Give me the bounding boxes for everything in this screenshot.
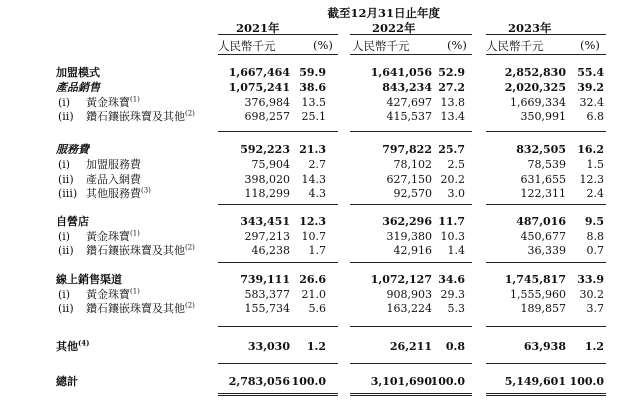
row-label [56,143,89,157]
rule-before-total [486,363,606,364]
rule-under-unit-2023 [486,54,606,55]
cell-p2: 0.8 [445,340,465,353]
unit-header-2021: 人民幣千元 [218,39,276,53]
cell-p1: 21.3 [299,143,326,156]
cell-p1: 4.3 [308,187,326,200]
cell-v1: 592,223 [240,143,290,156]
cell-v3: 1,669,334 [510,96,566,109]
table-row-ps-gold [0,96,640,110]
cell-p2: 10.3 [440,230,465,243]
table-row-so-inlaid [0,244,640,258]
cell-v3: 832,505 [516,143,566,156]
cell-v1: 1,075,241 [228,81,290,94]
cell-p3: 39.2 [577,81,604,94]
cell-v2: 3,101,690 [370,375,432,388]
table-row-sf-entry [0,173,640,187]
row-label-text: 加盟服務費 [86,158,141,171]
row-label-text: 黃金珠寶 [86,288,130,301]
row-label-text: 鑽石鑲嵌珠寶及其他 [86,110,185,123]
row-label-text: 總計 [56,375,78,388]
rule-sep [486,131,606,132]
footnote-marker: (1) [130,229,140,238]
row-label [86,302,195,316]
rule-sep [218,131,338,132]
rule-sep [350,204,472,205]
cell-v3: 450,677 [520,230,566,243]
rule-sep [486,326,606,327]
cell-p3: 32.4 [579,96,604,109]
row-label [86,230,140,244]
footnote-marker: (2) [185,243,195,252]
cell-p1: 12.3 [299,215,326,228]
row-label-text: 鑽石鑲嵌珠寶及其他 [86,302,185,315]
table-row-sf-other [0,187,640,201]
table-row-product-sales [0,81,640,95]
double-rule-total [350,393,472,396]
table-row-on-inlaid [0,302,640,316]
row-label [56,273,122,287]
rule-before-total [350,363,472,364]
table-row-so-gold [0,230,640,244]
cell-p2: 52.9 [438,66,465,79]
pct-header-2023: (%) [580,38,600,52]
rule-sep [350,326,472,327]
cell-p3: 100.0 [569,375,604,388]
cell-p2: 25.7 [438,143,465,156]
row-label [56,66,100,80]
row-index: (ii) [58,173,74,186]
cell-p2: 100.0 [430,375,465,388]
row-label-text: 產品入網費 [86,173,141,186]
row-label-text: 黃金珠寶 [86,96,130,109]
cell-v1: 2,783,056 [228,375,290,388]
cell-v3: 487,016 [516,215,566,228]
cell-p3: 6.8 [586,110,604,123]
cell-p3: 9.5 [584,215,604,228]
row-label-text: 其他服務費 [86,187,141,200]
row-label [86,158,141,172]
cell-v1: 75,904 [251,158,290,171]
cell-p3: 16.2 [577,143,604,156]
cell-p1: 25.1 [301,110,326,123]
cell-v2: 78,102 [393,158,432,171]
cell-v2: 627,150 [386,173,432,186]
row-label [56,81,100,95]
table-row-self-operated [0,215,640,229]
cell-v2: 319,380 [386,230,432,243]
footnote-marker: (4) [78,338,90,348]
rule-sep [486,204,606,205]
unit-header-2022: 人民幣千元 [352,39,410,53]
row-index: (ii) [58,302,74,315]
row-label-text: 鑽石鑲嵌珠寶及其他 [86,244,185,257]
rule-under-unit-2022 [350,54,472,55]
cell-v2: 415,537 [386,110,432,123]
year-2023-header: 2023年 [508,21,552,35]
row-label-text: 自營店 [56,215,89,228]
footnote-marker: (2) [185,301,195,310]
cell-v3: 2,852,830 [504,66,566,79]
cell-p1: 59.9 [299,66,326,79]
cell-v3: 36,339 [527,244,566,257]
footnote-marker: (3) [141,186,151,195]
cell-v1: 297,213 [244,230,290,243]
cell-v2: 1,641,056 [370,66,432,79]
table-row-service-fee [0,143,640,157]
rule-before-total [218,363,338,364]
row-label [86,244,195,258]
cell-v2: 843,234 [382,81,432,94]
unit-header-2023: 人民幣千元 [486,39,544,53]
cell-v1: 118,299 [244,187,290,200]
rule-2023 [486,34,606,35]
cell-v2: 92,570 [393,187,432,200]
row-label [56,375,78,389]
row-label [86,173,141,187]
row-index: (i) [58,158,71,171]
cell-p3: 33.9 [577,273,604,286]
period-header: 截至12月31日止年度 [327,6,440,20]
cell-p1: 10.7 [301,230,326,243]
double-rule-total [486,393,606,396]
rule-sep [218,204,338,205]
row-label-text: 加盟模式 [56,66,100,79]
cell-v2: 427,697 [386,96,432,109]
rule-sep [350,131,472,132]
cell-p2: 3.0 [447,187,465,200]
cell-v2: 163,224 [386,302,432,315]
row-index: (i) [58,230,71,243]
cell-p3: 2.4 [586,187,604,200]
table-row-sf-franchise [0,158,640,172]
cell-v2: 908,903 [386,288,432,301]
cell-p1: 21.0 [301,288,326,301]
cell-v1: 1,667,464 [228,66,290,79]
row-label [86,288,140,302]
cell-p2: 1.4 [447,244,465,257]
cell-p3: 1.2 [584,340,604,353]
cell-v2: 797,822 [382,143,432,156]
year-2021-header: 2021年 [236,21,280,35]
cell-p2: 34.6 [438,273,465,286]
row-label [86,96,140,110]
rule-2022 [350,34,472,35]
cell-p1: 2.7 [308,158,326,171]
table-row-online [0,273,640,287]
cell-v2: 362,296 [382,215,432,228]
row-label [56,215,89,229]
table-row-on-gold [0,288,640,302]
cell-v3: 63,938 [523,340,566,353]
cell-v3: 350,991 [520,110,566,123]
cell-v2: 42,916 [393,244,432,257]
cell-v2: 26,211 [389,340,432,353]
cell-v3: 1,745,817 [504,273,566,286]
cell-v3: 631,655 [520,173,566,186]
rule-sep [218,262,338,263]
cell-v3: 122,311 [520,187,566,200]
cell-p1: 26.6 [299,273,326,286]
row-label-text: 產品銷售 [56,81,100,94]
cell-v1: 33,030 [247,340,290,353]
cell-v1: 343,451 [240,215,290,228]
rule-under-unit-2021 [218,54,338,55]
table-row-others [0,340,640,354]
rule-sep [350,262,472,263]
cell-p3: 3.7 [586,302,604,315]
cell-v1: 698,257 [244,110,290,123]
cell-p3: 1.5 [586,158,604,171]
double-rule-total [218,393,338,396]
row-index: (i) [58,96,71,109]
rule-sep [486,262,606,263]
row-label-text: 服務費 [56,143,89,156]
cell-v1: 739,111 [240,273,290,286]
cell-p2: 13.4 [440,110,465,123]
cell-p3: 55.4 [577,66,604,79]
footnote-marker: (1) [130,287,140,296]
cell-p2: 5.3 [447,302,465,315]
row-label [86,110,195,124]
row-index: (i) [58,288,71,301]
table-row-franchise [0,66,640,80]
cell-p3: 8.8 [586,230,604,243]
cell-p3: 12.3 [579,173,604,186]
row-label-text: 線上銷售渠道 [56,273,122,286]
cell-v3: 1,555,960 [510,288,566,301]
cell-p1: 5.6 [308,302,326,315]
cell-p2: 27.2 [438,81,465,94]
cell-v3: 78,539 [527,158,566,171]
cell-v3: 189,857 [520,302,566,315]
row-label-text: 黃金珠寶 [86,230,130,243]
pct-header-2021: (%) [313,38,333,52]
cell-p2: 11.7 [438,215,465,228]
cell-v3: 2,020,325 [504,81,566,94]
row-index: (ii) [58,110,74,123]
row-label [56,340,90,354]
cell-p1: 1.7 [308,244,326,257]
row-label [86,187,151,201]
cell-p1: 38.6 [299,81,326,94]
cell-v1: 155,734 [244,302,290,315]
cell-v1: 583,377 [244,288,290,301]
cell-v3: 5,149,601 [504,375,566,388]
year-2022-header: 2022年 [372,21,416,35]
cell-v1: 46,238 [251,244,290,257]
table-row-ps-inlaid [0,110,640,124]
rule-2021 [218,34,338,35]
cell-p2: 13.8 [440,96,465,109]
footnote-marker: (1) [130,95,140,104]
cell-p2: 2.5 [447,158,465,171]
cell-p1: 100.0 [291,375,326,388]
cell-v2: 1,072,127 [370,273,432,286]
cell-p2: 20.2 [440,173,465,186]
cell-p3: 30.2 [579,288,604,301]
cell-p3: 0.7 [586,244,604,257]
rule-sep [218,326,338,327]
table-row-total [0,375,640,389]
cell-p2: 29.3 [440,288,465,301]
cell-v1: 376,984 [244,96,290,109]
row-index: (iii) [58,187,78,200]
cell-p1: 1.2 [306,340,326,353]
cell-p1: 14.3 [301,173,326,186]
row-label-text: 其他 [56,340,78,353]
footnote-marker: (2) [185,109,195,118]
pct-header-2022: (%) [447,38,467,52]
cell-p1: 13.5 [301,96,326,109]
row-index: (ii) [58,244,74,257]
cell-v1: 398,020 [244,173,290,186]
